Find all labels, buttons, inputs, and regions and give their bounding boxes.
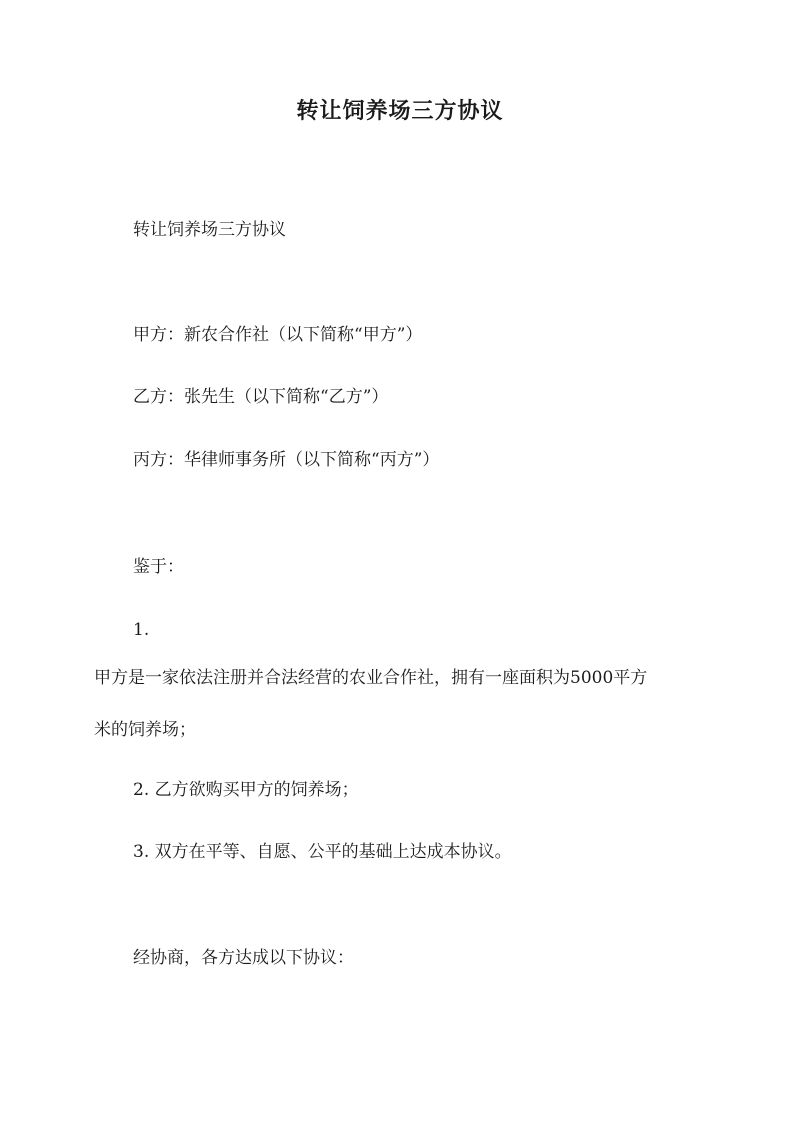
document-subtitle: 转让饲养场三方协议 [133, 220, 286, 240]
agreement-intro: 经协商，各方达成以下协议： [133, 948, 354, 968]
item-1-number: 1. [133, 620, 150, 640]
item-3: 3. 双方在平等、自愿、公平的基础上达成本协议。 [133, 842, 512, 862]
party-b: 乙方：张先生（以下简称“乙方”） [133, 387, 389, 407]
party-c: 丙方：华律师事务所（以下简称“丙方”） [133, 450, 440, 470]
item-1-text-line1: 甲方是一家依法注册并合法经营的农业合作社，拥有一座面积为5000平方 [94, 668, 648, 688]
document-title: 转让饲养场三方协议 [296, 98, 504, 124]
whereas-label: 鉴于： [133, 557, 184, 577]
item-2: 2. 乙方欲购买甲方的饲养场； [133, 780, 359, 800]
item-1-text-line2: 米的饲养场； [94, 720, 196, 740]
party-a: 甲方：新农合作社（以下简称“甲方”） [133, 325, 423, 345]
